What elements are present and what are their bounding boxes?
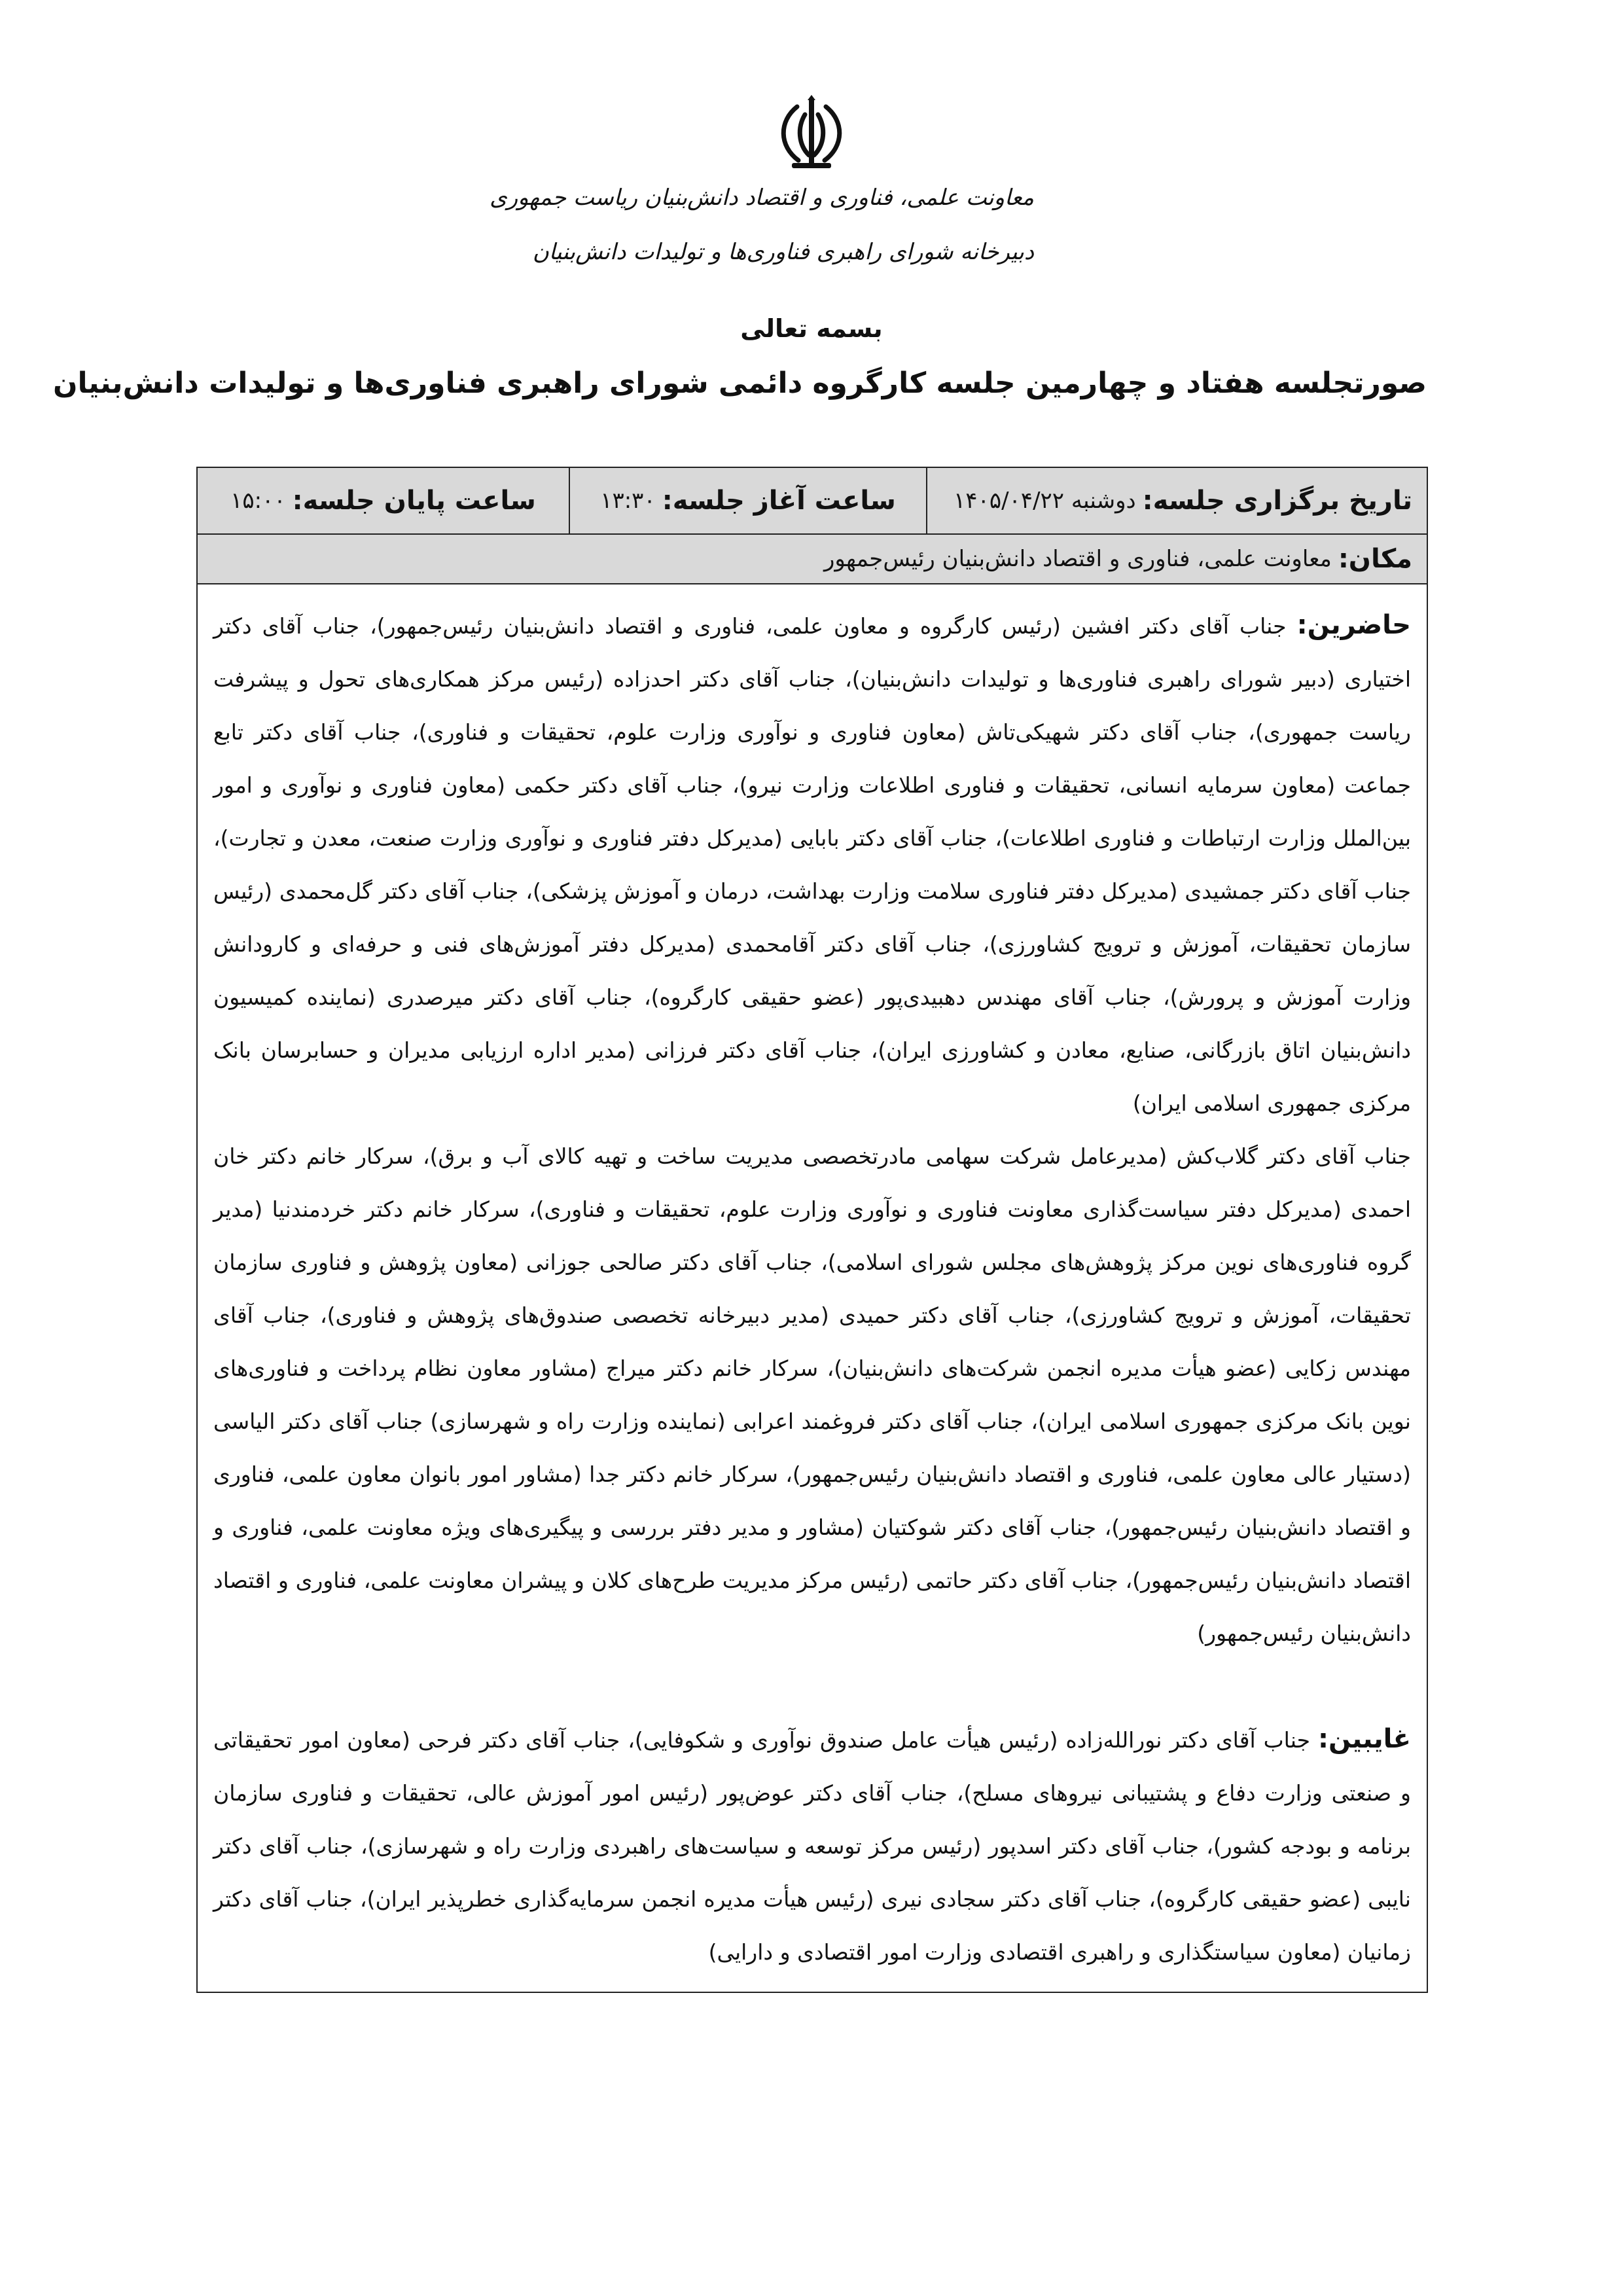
iran-emblem-icon <box>772 95 851 173</box>
attendees-label: حاضرین: <box>1296 610 1411 640</box>
date-label: تاریخ برگزاری جلسه: <box>1142 486 1412 516</box>
bismillah-heading: بسمه تعالی <box>740 314 883 343</box>
absentees-text: جناب آقای دکتر نورالله‌زاده (رئیس هیأت عامل صندوق نوآوری و شکوفایی)، جناب آقای دکتر فرحی (معاون امور تحقیقاتی و صنعتی وزارت دفاع و پشتیبانی نیروهای مسلح)، جناب آقای دکتر عوض‌پور (رئیس امور آموزش عالی، تحقیقات و فناوری سازمان برنامه و بودجه کشور)، جناب آقای دکتر اسدپور (رئیس مرکز توسعه و سیاست‌های راهبردی وزارت راه و شهرسازی)، جناب آقای دکتر نایبی (عضو حقیقی کارگروه)، جناب آقای دکتر سجادی نیری (رئیس هیأت مدیره انجمن سرمایه‌گذاری خطرپذیر ایران)، جناب آقای دکتر زمانیان (معاون سیاستگذاری و راهبری اقتصادی وزارت امور اقتصادی و دارایی) <box>213 1727 1411 1965</box>
meeting-info-row <box>198 468 1427 535</box>
end-time-label: ساعت پایان جلسه: <box>292 486 536 516</box>
date-value: دوشنبه ۱۴۰۵/۰۴/۲۲ <box>954 488 1136 514</box>
end-time-value: ۱۵:۰۰ <box>230 488 286 514</box>
end-time-cell <box>198 468 569 533</box>
location-value: معاونت علمی، فناوری و اقتصاد دانش‌بنیان رئیس‌جمهور <box>824 546 1332 572</box>
attendees-text-1: جناب آقای دکتر افشین (رئیس کارگروه و معاون علمی، فناوری و اقتصاد دانش‌بنیان رئیس‌جمهور)، جناب آقای دکتر اختیاری (دبیر شورای راهبری فناوری‌ها و تولیدات دانش‌بنیان)، جناب آقای دکتر احدزاده (رئیس مرکز همکاری‌های تحول و پیشرفت ریاست جمهوری)، جناب آقای دکتر شهیکی‌تاش (معاون فناوری و نوآوری وزارت علوم، تحقیقات و فناوری)، جناب آقای دکتر تابع جماعت (معاون سرمایه انسانی، تحقیقات و فناوری اطلاعات وزارت نیرو)، جناب آقای دکتر حکمی (معاون فناوری و نوآوری و امور بین‌الملل وزارت ارتباطات و فناوری اطلاعات)، جناب آقای دکتر بابایی (مدیرکل دفتر فناوری و نوآوری وزارت صنعت، معدن و تجارت)، جناب آقای دکتر جمشیدی (مدیرکل دفتر فناوری سلامت وزارت بهداشت، درمان و آموزش پزشکی)، جناب آقای دکتر گل‌محمدی (رئیس سازمان تحقیقات، آموزش و ترویج کشاورزی)، جناب آقای دکتر آقامحمدی (مدیرکل دفتر آموزش‌های فنی و حرفه‌ای و کارودانش وزارت آموزش و پرورش)، جناب آقای مهندس دهبیدی‌پور (عضو حقیقی کارگروه)، جناب آقای دکتر میرصدری (نماینده کمیسیون دانش‌بنیان اتاق بازرگانی، صنایع، معادن و کشاورزی ایران)، جناب آقای دکتر فرزانی (مدیر اداره ارزیابی مدیران و حسابرسان بانک مرکزی جمهوری اسلامی ایران) <box>213 613 1411 1116</box>
attendees-paragraph <box>213 599 1411 1130</box>
minutes-table <box>196 467 1428 1993</box>
location-row <box>198 535 1427 584</box>
absentees-label: غایبین: <box>1317 1724 1411 1754</box>
start-time-value: ۱۳:۳۰ <box>600 488 656 514</box>
participants-section <box>198 584 1427 1992</box>
start-time-cell <box>569 468 926 533</box>
attendees-text-2: جناب آقای دکتر گلاب‌کش (مدیرعامل شرکت سهامی مادرتخصصی مدیریت ساخت و تهیه کالای آب و برق)، سرکار خانم دکتر خان احمدی (مدیرکل دفتر سیاست‌گذاری معاونت فناوری و نوآوری وزارت علوم، تحقیقات و فناوری)، سرکار خانم دکتر خردمندنیا (مدیر گروه فناوری‌های نوین مرکز پژوهش‌های مجلس شورای اسلامی)، جناب آقای دکتر صالحی جوزانی (معاون پژوهش و فناوری سازمان تحقیقات، آموزش و ترویج کشاورزی)، جناب آقای دکتر حمیدی (مدیر دبیرخانه تخصصی صندوق‌های پژوهش و فناوری)، جناب آقای مهندس زکایی (عضو هیأت مدیره انجمن شرکت‌های دانش‌بنیان)، سرکار خانم دکتر میراج (مشاور معاون نظام پرداخت و فناوری‌های نوین بانک مرکزی جمهوری اسلامی ایران)، جناب آقای دکتر فروغمند اعرابی (نماینده وزارت راه و شهرسازی) جناب آقای دکتر الیاسی (دستیار عالی معاون علمی، فناوری و اقتصاد دانش‌بنیان رئیس‌جمهور)، سرکار خانم دکتر جدا (مشاور امور بانوان معاون علمی، فناوری و اقتصاد دانش‌بنیان رئیس‌جمهور)، جناب آقای دکتر شوکتیان (مشاور و مدیر دفتر بررسی و پیگیری‌های ویژه معاونت علمی، فناوری و اقتصاد دانش‌بنیان رئیس‌جمهور)، جناب آقای دکتر حاتمی (رئیس مرکز مدیریت طرح‌های کلان و پیشران معاونت علمی، فناوری و اقتصاد دانش‌بنیان رئیس‌جمهور) <box>213 1143 1411 1646</box>
start-time-label: ساعت آغاز جلسه: <box>662 486 896 516</box>
attendees-paragraph-2 <box>213 1130 1411 1660</box>
secretariat-name: دبیرخانه شورای راهبری فناوری‌ها و تولیدات دانش‌بنیان <box>532 239 1034 265</box>
absentees-paragraph <box>213 1713 1411 1979</box>
section-spacer <box>213 1660 1411 1713</box>
organization-name: معاونت علمی، فناوری و اقتصاد دانش‌بنیان ریاست جمهوری <box>490 185 1034 211</box>
location-label: مکان: <box>1338 544 1412 574</box>
page-title: صورتجلسه هفتاد و چهارمین جلسه کارگروه دائمی شورای راهبری فناوری‌ها و تولیدات دانش‌بنیان <box>52 367 1427 400</box>
date-cell <box>926 468 1427 533</box>
